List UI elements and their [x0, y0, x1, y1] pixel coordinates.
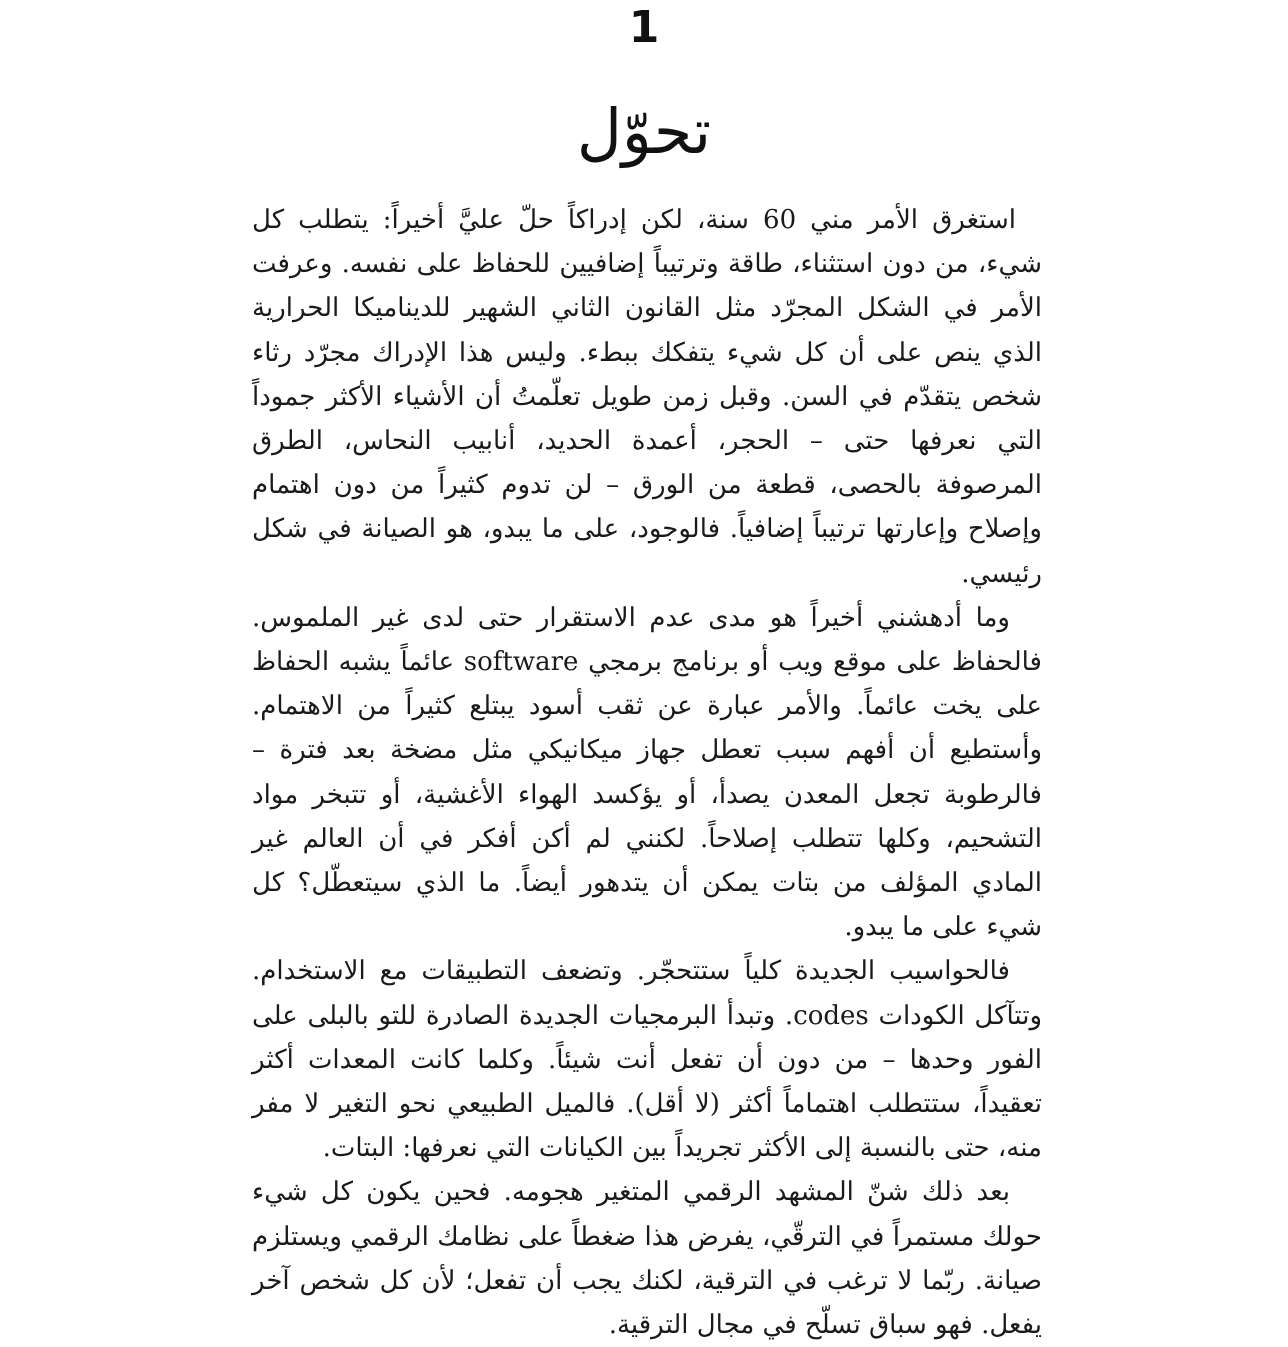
paragraph: فالحواسيب الجديدة كلياً ستتحجّر. وتضعف التطبيقات مع الاستخدام. وتتآكل الكودات codes. وتبدأ البرمجيات الجديدة الصادرة للتو بالبلى على الفور وحدها – من دون أن تفعل أنت شيئاً. وكلما كانت المعدات أكثر تعقيداً، ستتطلب اهتماماً أكثر (لا أقل). فالميل الطبيعي نحو التغير لا مفر منه، حتى بالنسبة إلى الأكثر تجريداً بين الكيانات التي نعرفها: البتات. [252, 956, 1043, 1164]
chapter-body [252, 198, 1042, 1347]
paragraph: وما أدهشني أخيراً هو مدى عدم الاستقرار حتى لدى غير الملموس. فالحفاظ على موقع ويب أو برنامج برمجي software عائماً يشبه الحفاظ على يخت عائماً. والأمر عبارة عن ثقب أسود يبتلع كثيراً من الاهتمام. وأستطيع أن أفهم سبب تعطل جهاز ميكانيكي مثل مضخة بعد فترة – فالرطوبة تجعل المعدن يصدأ، أو يؤكسد الهواء الأغشية، أو تتبخر مواد التشحيم، وكلها تتطلب إصلاحاً. لكنني لم أكن أفكر في أن العالم غير المادي المؤلف من بتات يمكن أن يتدهور أيضاً. ما الذي سيتعطّل؟ كل شيء على ما يبدو. [252, 602, 1042, 943]
chapter-title: تحوّل [576, 95, 712, 168]
chapter-number: 1 [628, 2, 660, 53]
paragraph: بعد ذلك شنّ المشهد الرقمي المتغير هجومه. فحين يكون كل شيء حولك مستمراً في الترقّي، يفرض هذا ضغطاً على نظامك الرقمي ويستلزم صيانة. ربّما لا ترغب في الترقية، لكنك يجب أن تفعل؛ لأن كل شخص آخر يفعل. فهو سباق تسلّح في مجال الترقية. [252, 1177, 1042, 1341]
paragraph: استغرق الأمر مني 60 سنة، لكن إدراكاً حلّ عليَّ أخيراً: يتطلب كل شيء، من دون استثناء، طاقة وترتيباً إضافيين للحفاظ على نفسه. وعرفت الأمر في الشكل المجرّد مثل القانون الثاني الشهير للديناميكا الحرارية الذي ينص على أن كل شيء يتفكك ببطء. وليس هذا الإدراك مجرّد رثاء شخص يتقدّم في السن. وقبل زمن طويل تعلّمتُ أن الأشياء الأكثر جموداً التي نعرفها حتى – الحجر، أعمدة الحديد، أنابيب النحاس، الطرق المرصوفة بالحصى، قطعة من الورق – لن تدوم كثيراً من دون اهتمام وإصلاح وإعارتها ترتيباً إضافياً. فالوجود، على ما يبدو، هو الصيانة في شكل رئيسي. [252, 205, 1042, 589]
